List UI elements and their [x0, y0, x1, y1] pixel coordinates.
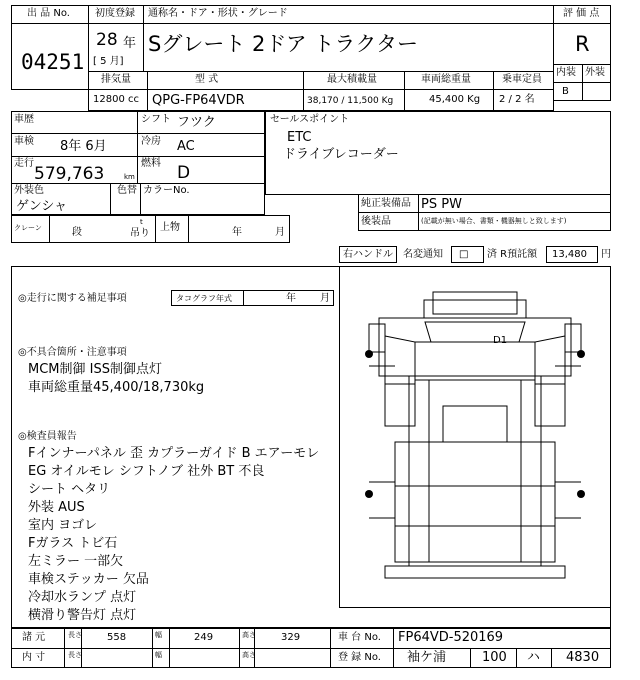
left-door: [385, 336, 415, 384]
registration-kana: ハ: [527, 650, 541, 665]
cab-roof: [433, 292, 517, 314]
upper-month-unit: 月: [275, 227, 285, 238]
left-mirror: [369, 324, 385, 352]
capacity-label: 乗車定員: [502, 74, 542, 85]
registration-number: 4830: [566, 650, 600, 665]
length-value: 558: [107, 632, 127, 643]
front-right-wheel-dot: [577, 350, 585, 358]
lot-label: 出 品 No.: [27, 8, 70, 19]
inspector-item: 外装 AUS: [28, 500, 85, 515]
color-label: 外装色: [14, 185, 44, 196]
length-label: 長さ: [68, 631, 82, 639]
tachograph-label: タコグラフ年式: [176, 294, 232, 303]
sales-point-1: ETC: [287, 130, 312, 145]
genuine-equip-value: PS PW: [421, 197, 462, 212]
crane-label: クレーン: [14, 224, 42, 232]
history-label: 車歴: [14, 114, 34, 125]
steering-value: 右ハンドル: [343, 249, 393, 260]
model-label: 型 式: [195, 74, 219, 85]
displacement-label: 排気量: [101, 74, 131, 85]
crane-stage-unit: 段: [72, 227, 82, 238]
fuel-label: 燃料: [141, 158, 161, 169]
aftermarket-note: (記載が無い場合、書類・機器無しと致します): [421, 217, 567, 225]
mileage-label: 走行: [14, 158, 34, 169]
inspector-item: 左ミラー 一部欠: [28, 554, 124, 569]
recycle-fee-unit: 円: [601, 249, 611, 260]
sales-point-2: ドライブレコーダー: [283, 147, 399, 162]
inspector-item: 横滑り警告灯 点灯: [28, 608, 137, 623]
inspector-item: 冷却水ランプ 点灯: [28, 590, 137, 605]
grade-value: R: [575, 32, 590, 56]
height-value: 329: [281, 632, 301, 643]
right-side-panel: [535, 384, 565, 426]
fifth-wheel: [443, 406, 507, 442]
rear-axle: [369, 482, 581, 518]
right-door: [535, 336, 565, 384]
driving-notes-title: ◎走行に関する補足事項: [18, 293, 127, 304]
model-value: QPG-FP64VDR: [152, 93, 245, 108]
aftermarket-label: 後装品: [361, 216, 391, 227]
lot-number: 04251: [21, 50, 85, 74]
registration-class: 100: [482, 650, 507, 665]
interior-value: B: [562, 86, 569, 97]
front-left-wheel-dot: [365, 350, 373, 358]
left-side-panel: [385, 384, 415, 426]
mileage-value: 579,763: [34, 164, 105, 184]
cab-top-panel: [424, 300, 526, 318]
color-change-label: 色替: [117, 185, 137, 196]
crane-lift-label: 吊り: [130, 228, 150, 239]
width-value: 249: [194, 632, 214, 643]
defect-item-1: MCM制御 ISS制御点灯: [28, 362, 162, 377]
rear-left-wheel-dot: [365, 490, 373, 498]
tachograph-month: 月: [320, 293, 330, 304]
genuine-equip-label: 純正装備品: [361, 198, 411, 209]
upper-label: 上物: [160, 222, 180, 233]
rear-body: [395, 442, 555, 562]
windshield: [425, 322, 525, 342]
upper-year-unit: 年: [232, 227, 242, 238]
reg-year-unit: 年: [123, 36, 137, 51]
rear-bumper: [385, 566, 565, 578]
exterior-label: 外装: [585, 67, 605, 78]
registration-area: 袖ケ浦: [407, 650, 447, 665]
cab-body: [379, 318, 571, 376]
width-label: 幅: [155, 631, 162, 639]
sales-point-label: セールスポイント: [270, 114, 350, 125]
dims-label: 諸 元: [22, 632, 46, 643]
shift-value: フツク: [177, 115, 216, 130]
gvw-label: 車両総重量: [421, 74, 471, 85]
fuel-value: D: [177, 163, 191, 183]
inner-width-label: 幅: [155, 651, 162, 659]
mileage-unit: km: [124, 173, 135, 181]
inspector-item: Fインナーパネル 歪 カプラーガイド B エアーモレ: [28, 446, 320, 461]
damage-mark-d1: D1: [493, 335, 508, 346]
reg-month: [ 5 月]: [93, 56, 124, 67]
rear-right-wheel-dot: [577, 490, 585, 498]
inspector-item: 室内 ヨゴレ: [28, 518, 98, 533]
name-change-label: 名変通知: [403, 249, 443, 260]
inner-length-label: 長さ: [68, 651, 82, 659]
registration-label: 登 録 No.: [338, 652, 381, 663]
interior-label: 内装: [556, 67, 576, 78]
grade-label: 評 価 点: [563, 8, 600, 19]
max-load-label: 最大積載量: [327, 74, 377, 85]
color-value: ゲンシャ: [16, 199, 68, 214]
aircon-label: 冷房: [141, 136, 161, 147]
displacement-value: 12800 cc: [93, 94, 139, 105]
shaken-label: 車検: [14, 136, 34, 147]
reg-year: 28: [96, 30, 118, 50]
recycle-fee-label: 済 R預託額: [487, 249, 538, 260]
rear-deck: [395, 486, 555, 526]
inspector-item: EG オイルモレ シフトノブ 社外 BT 不良: [28, 464, 265, 479]
color-code-label: カラーNo.: [143, 185, 190, 196]
vehicle-diagram: [339, 266, 611, 608]
cab-front-panel: [415, 342, 535, 380]
max-load-value: 38,170 / 11,500 Kg: [307, 96, 394, 106]
chassis-value: FP64VD-520169: [398, 630, 504, 645]
crane-ton-unit: t: [140, 218, 143, 226]
first-reg-label: 初度登録: [95, 8, 135, 19]
inner-height-label: 高さ: [242, 651, 256, 659]
defect-item-2: 車両総重量45,400/18,730kg: [28, 380, 205, 395]
defects-title: ◎不具合箇所・注意事項: [18, 347, 127, 358]
inspector-item: シート ヘタリ: [28, 482, 111, 497]
inner-dims-label: 内 寸: [22, 652, 46, 663]
recycle-fee-value: 13,480: [552, 249, 587, 260]
inspector-item: Fガラス トビ石: [28, 536, 118, 551]
vehicle-title: Sグレート 2ドア トラクター: [148, 32, 418, 56]
capacity-value: 2 / 2 名: [499, 94, 535, 105]
right-mirror: [565, 324, 581, 352]
tachograph-year: 年: [286, 293, 296, 304]
shaken-value: 8年 6月: [60, 139, 107, 154]
gvw-value: 45,400 Kg: [429, 94, 481, 105]
height-label: 高さ: [242, 631, 256, 639]
name-change-check: □: [459, 249, 469, 260]
name-label: 通称名・ドア・形状・グレード: [148, 8, 288, 19]
inspector-item: 車検ステッカー 欠品: [28, 572, 149, 587]
shift-label: シフト: [141, 114, 171, 125]
inspector-title: ◎検査員報告: [18, 431, 77, 442]
aircon-value: AC: [177, 139, 195, 154]
chassis-label: 車 台 No.: [338, 632, 381, 643]
crane-row: [11, 215, 290, 243]
